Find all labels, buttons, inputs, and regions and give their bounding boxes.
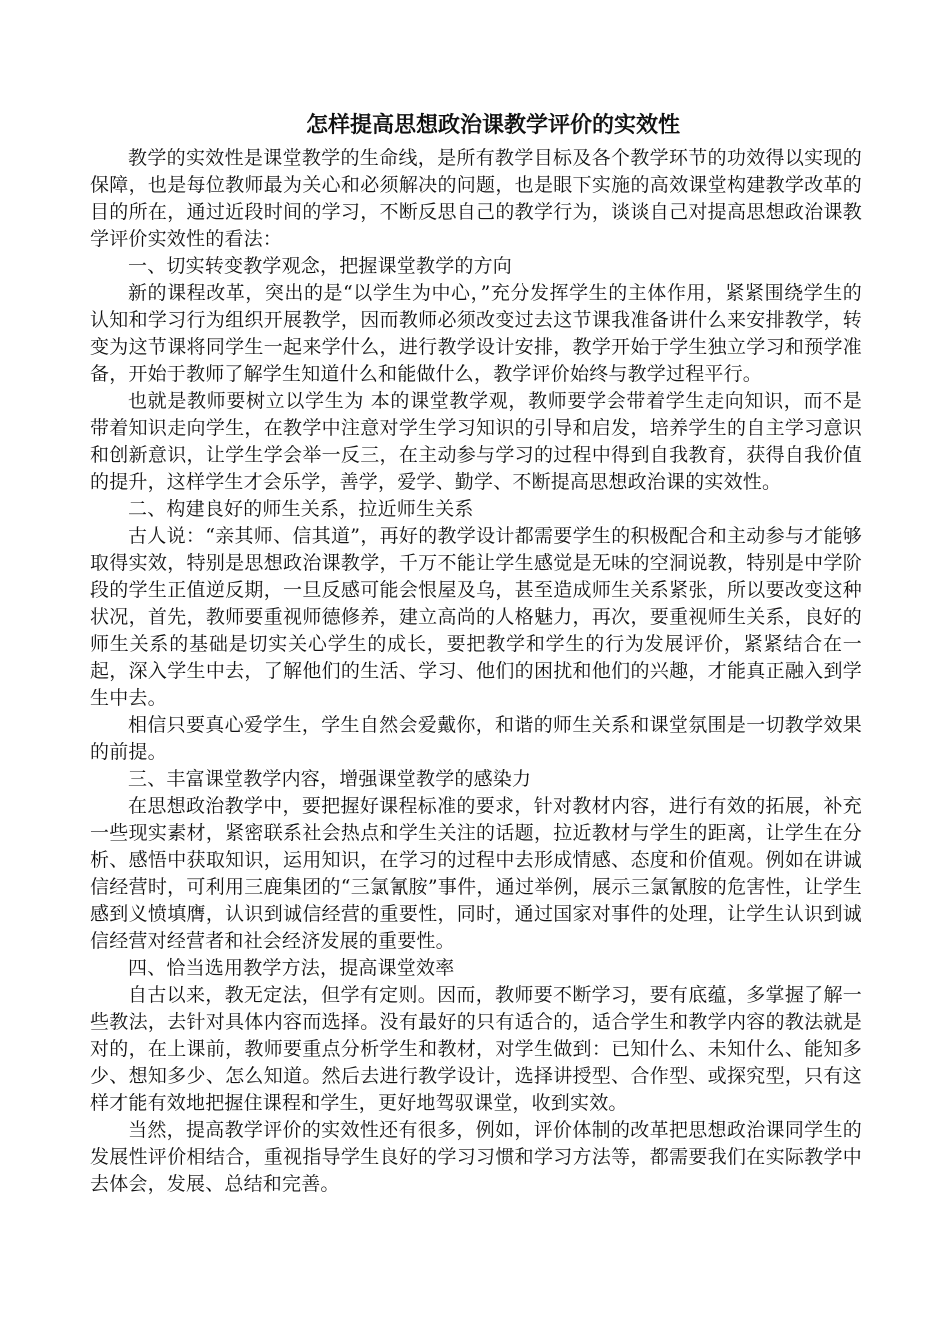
intro-paragraph: 教学的实效性是课堂教学的生命线，是所有教学目标及各个教学环节的功效得以实现的保障，也是每位教师最为关心和必须解决的问题，也是眼下实施的高效课堂构建教学改革的目的所在，通过近段时间的学习，不断反思自己的教学行为，谈谈自己对提高思想政治课教学评价实效性的看法： <box>90 147 862 250</box>
body-paragraph: 也就是教师要树立以学生为 本的课堂教学观，教师要学会带着学生走向知识，而不是带着知识走向学生，在教学中注意对学生学习知识的引导和启发，培养学生的自主学习意识和创新意识，让学生学会举一反三，在主动参与学习的过程中得到自我教育，获得自我价值的提升，这样学生才会乐学，善学，爱学、勤学、不断提高思想政治课的实效性。 <box>90 390 862 493</box>
body-paragraph: 新的课程改革，突出的是“以学生为中心，”充分发挥学生的主体作用，紧紧围绕学生的认知和学习行为组织开展教学，因而教师必须改变过去这节课我准备讲什么来安排教学，转变为这节课将同学生一起来学什么，进行教学设计安排，教学开始于学生独立学习和预学准备，开始于教师了解学生知道什么和能做什么，教学评价始终与教学过程平行。 <box>90 282 862 385</box>
section-heading-1: 一、切实转变教学观念，把握课堂教学的方向 <box>128 255 513 277</box>
closing-paragraph: 当然，提高教学评价的实效性还有很多，例如，评价体制的改革把思想政治课同学生的发展性评价相结合，重视指导学生良好的学习习惯和学习方法等，都需要我们在实际教学中去体会，发展、总结和完善。 <box>90 1119 862 1195</box>
body-paragraph: 自古以来，教无定法，但学有定则。因而，教师要不断学习，要有底蕴，多掌握了解一些教法，去针对具体内容而选择。没有最好的只有适合的，适合学生和教学内容的教法就是对的，在上课前，教师要重点分析学生和教材，对学生做到：已知什么、未知什么、能知多少、想知多少、怎么知道。然后去进行教学设计，选择讲授型、合作型、或探究型，只有这样才能有效地把握住课程和学生，更好地驾驭课堂，收到实效。 <box>90 984 862 1114</box>
body-paragraph: 相信只要真心爱学生，学生自然会爱戴你，和谐的师生关系和课堂氛围是一切教学效果的前提。 <box>90 714 862 763</box>
document-title: 怎样提高思想政治课教学评价的实效性 <box>305 112 680 138</box>
document-page <box>90 108 862 1198</box>
section-heading-2: 二、构建良好的师生关系，拉近师生关系 <box>128 498 474 520</box>
section-heading-4: 四、恰当选用教学方法，提高课堂效率 <box>128 957 455 979</box>
body-paragraph: 在思想政治教学中，要把握好课程标准的要求，针对教材内容，进行有效的拓展，补充一些现实素材，紧密联系社会热点和学生关注的话题，拉近教材与学生的距离，让学生在分析、感悟中获取知识，运用知识，在学习的过程中去形成情感、态度和价值观。例如在讲诚信经营时，可利用三鹿集团的“三氯氰胺”事件，通过举例，展示三氯氰胺的危害性，让学生感到义愤填膺，认识到诚信经营的重要性，同时，通过国家对事件的处理，让学生认识到诚信经营对经营者和社会经济发展的重要性。 <box>90 795 862 952</box>
body-paragraph: 古人说：“亲其师、信其道”，再好的教学设计都需要学生的积极配合和主动参与才能够取得实效，特别是思想政治课教学，千万不能让学生感觉是无味的空洞说教，特别是中学阶段的学生正值逆反期，一旦反感可能会恨屋及乌，甚至造成师生关系紧张，所以要改变这种状况，首先，教师要重视师德修养，建立高尚的人格魅力，再次，要重视师生关系，良好的师生关系的基础是切实关心学生的成长，要把教学和学生的行为发展评价，紧紧结合在一起，深入学生中去，了解他们的生活、学习、他们的困扰和他们的兴趣，才能真正融入到学生中去。 <box>90 525 862 709</box>
section-heading-3: 三、丰富课堂教学内容，增强课堂教学的感染力 <box>128 768 532 790</box>
